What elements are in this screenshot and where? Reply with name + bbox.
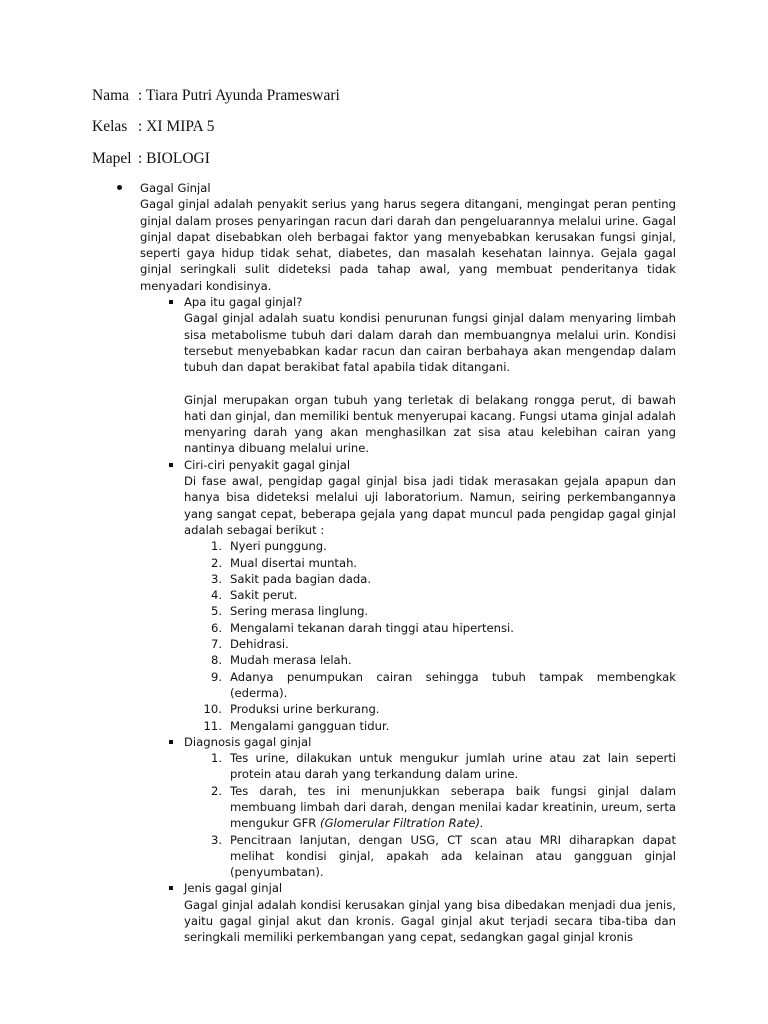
- list-item: 1. Tes urine, dilakukan untuk mengukur jumlah urine atau zat lain seperti protein atau darah yang terkandung dalam urine.: [210, 751, 676, 782]
- list-item: 1. Nyeri punggung.: [210, 539, 327, 554]
- intro-paragraph: Gagal ginjal adalah penyakit serius yang harus segera ditangani, mengingat peran penting ginjal dalam proses penyaringan racun dari darah dan pengeluarannya melalui urine. Gagal ginjal dapat disebabkan oleh berbagai faktor yang menyebabkan kerusakan fungsi ginjal, seperti gaya hidup tidak sehat, diabetes, dan masalah kesehatan lainnya. Gejala gagal ginjal seringkali sulit dideteksi pada tahap awal, yang membuat penderitanya tidak menyadari kondisinya.: [140, 197, 676, 293]
- mapel-value: : BIOLOGI: [138, 150, 210, 167]
- paragraph: Gagal ginjal adalah suatu kondisi penurunan fungsi ginjal dalam menyaring limbah sisa metabolisme tubuh dari dalam darah dan membuangnya melalui urin. Kondisi tersebut menyebabkan kadar racun dan cairan berbahaya akan mengendap dalam tubuh dan dapat berakibat fatal apabila tidak ditangani.: [184, 311, 676, 375]
- kelas-value: : XI MIPA 5: [138, 118, 215, 135]
- list-item: 3. Pencitraan lanjutan, dengan USG, CT scan atau MRI diharapkan dapat melihat kondisi ginjal, apakah ada kelainan atau gangguan ginjal (penyumbatan).: [210, 832, 676, 880]
- header-kelas: [92, 118, 215, 136]
- document-body: [116, 180, 676, 946]
- list-item: 6. Mengalami tekanan darah tinggi atau hipertensi.: [210, 620, 514, 635]
- subsection-apa-itu: [160, 294, 676, 457]
- subsection-diagnosis: [160, 734, 676, 881]
- header-mapel: [92, 150, 210, 168]
- bullet-square-icon: [169, 463, 173, 467]
- section-title: Gagal Ginjal: [140, 181, 211, 195]
- header-nama: [92, 87, 340, 105]
- subsection-ciri-ciri: [160, 457, 676, 734]
- nama-value: : Tiara Putri Ayunda Prameswari: [138, 87, 340, 104]
- paragraph: Di fase awal, pengidap gagal ginjal bisa jadi tidak merasakan gejala apapun dan hanya bisa dideteksi melalui uji laboratorium. Namun, seiring perkembangannya yang sangat cepat, beberapa gejala yang dapat muncul pada pengidap gagal ginjal adalah sebagai berikut :: [184, 474, 676, 537]
- bullet-square-icon: [169, 300, 173, 304]
- bullet-dot-icon: [117, 185, 122, 190]
- list-item: 8. Mudah merasa lelah.: [210, 653, 352, 668]
- list-item: 4. Sakit perut.: [210, 588, 298, 603]
- list-item: 3. Sakit pada bagian dada.: [210, 571, 372, 586]
- list-item: 5. Sering merasa linglung.: [210, 604, 369, 619]
- list-item: 11. Mengalami gangguan tidur.: [203, 718, 390, 733]
- subsection-title: Jenis gagal ginjal: [184, 881, 283, 896]
- subsection-title: Diagnosis gagal ginjal: [184, 734, 312, 749]
- list-item: 9. Adanya penumpukan cairan sehingga tubuh tampak membengkak (ederma).: [210, 669, 676, 700]
- list-item: 10. Produksi urine berkurang.: [203, 702, 380, 717]
- paragraph: Gagal ginjal adalah kondisi kerusakan ginjal yang bisa dibedakan menjadi dua jenis, yaitu gagal ginjal akut dan kronis. Gagal ginjal akut terjadi secara tiba-tiba dan seringkali memiliki perkembangan yang cepat, sedangkan gagal ginjal kronis: [184, 897, 676, 945]
- kelas-label: Kelas: [92, 118, 128, 135]
- list-item: 2. Mual disertai muntah.: [210, 555, 358, 570]
- nama-label: Nama: [92, 87, 130, 104]
- bullet-square-icon: [169, 886, 173, 890]
- paragraph: Ginjal merupakan organ tubuh yang terletak di belakang rongga perut, di bawah hati dan ginjal, dan memiliki bentuk menyerupai kacang. Fungsi utama ginjal adalah menyaring darah yang akan menghasilkan zat sisa atau kelebihan cairan yang nantinya dibuang melalui urine.: [184, 392, 676, 456]
- list-item: 2. Tes darah, tes ini menunjukkan seberapa baik fungsi ginjal dalam membuang limbah dari darah, dengan menilai kadar kreatinin, ureum, serta mengukur GFR (Glomerular Filtration Rate).: [210, 783, 676, 831]
- subsection-title: Ciri-ciri penyakit gagal ginjal: [184, 457, 351, 472]
- section-gagal-ginjal: [116, 180, 676, 946]
- diagnosis-list: [184, 750, 676, 880]
- mapel-label: Mapel: [92, 150, 132, 167]
- list-item: 7. Dehidrasi.: [210, 637, 289, 652]
- subsection-jenis: [160, 880, 676, 945]
- subsection-title: Apa itu gagal ginjal?: [184, 295, 303, 310]
- symptom-list: [184, 538, 676, 734]
- bullet-square-icon: [169, 740, 173, 744]
